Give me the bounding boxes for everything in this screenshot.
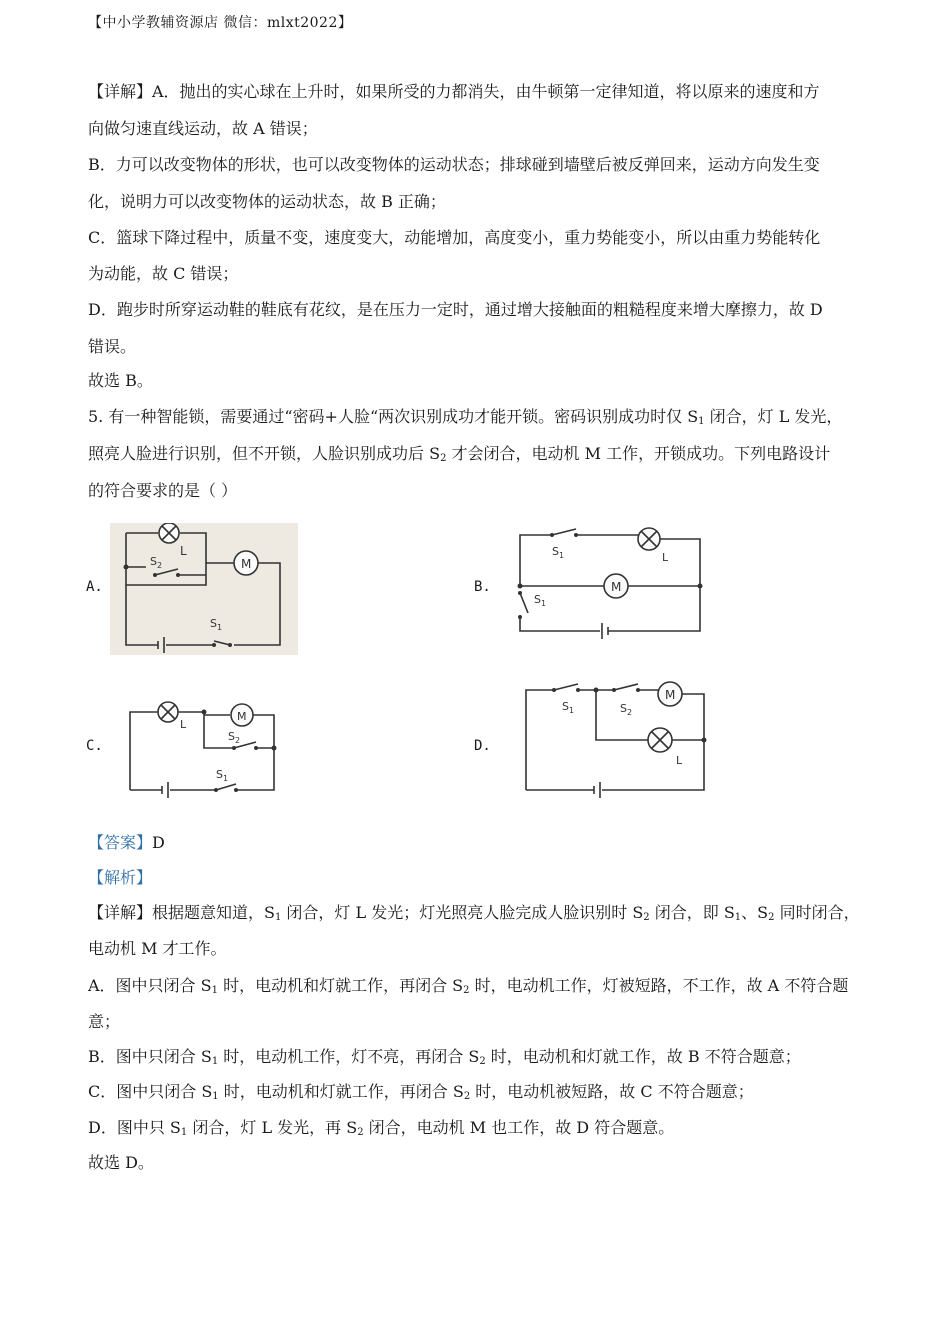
detail-line: 错误。 (88, 337, 137, 356)
switch-s2-label: $S_2$ (150, 555, 163, 570)
detail-line: 电动机 M 才工作。 (88, 939, 227, 958)
detail-line: A．图中只闭合 $S_1$ 时，电动机和灯就工作，再闭合 $S_2$ 时，电动机工作，灯被短路，不工作，故 A 不符合题 (88, 976, 849, 996)
lamp-label: L (180, 544, 187, 558)
option-a-label[interactable]: A. (86, 579, 103, 595)
detail-line: 意； (88, 1012, 121, 1031)
question-line: 5. 有一种智能锁，需要通过“密码+人脸“两次识别成功才能开锁。密码识别成功时仅 $S_1$ 闭合，灯 L 发光， (88, 407, 843, 427)
detail-line: B．图中只闭合 $S_1$ 时，电动机工作，灯不亮，再闭合 $S_2$ 时，电动机和灯就工作，故 B 不符合题意； (88, 1047, 801, 1067)
circuit-diagram-a[interactable] (110, 523, 298, 655)
answer-value: D (152, 833, 165, 852)
option-b-label[interactable]: B. (474, 579, 491, 595)
motor-label: M (241, 557, 252, 571)
option-d-label[interactable]: D. (474, 738, 491, 754)
detail-line: 化，说明力可以改变物体的运动状态，故 B 正确； (88, 192, 446, 211)
detail-line: D．跑步时所穿运动鞋的鞋底有花纹，是在压力一定时，通过增大接触面的粗糙程度来增大摩擦力，故 D (88, 300, 823, 319)
lamp-label: L (676, 754, 683, 767)
circuit-diagram-d[interactable] (518, 680, 714, 802)
motor-label: M (237, 710, 247, 723)
detail-line: 向做匀速直线运动，故 A 错误； (88, 119, 318, 138)
circuit-diagram-b[interactable] (508, 523, 708, 655)
motor-label: M (665, 688, 676, 702)
switch-s2-label: $S_2$ (620, 702, 633, 717)
detail-line: B．力可以改变物体的形状，也可以改变物体的运动状态；排球碰到墙壁后被反弹回来，运动方向发生变 (88, 155, 820, 174)
circuit-diagram-c[interactable] (124, 698, 284, 798)
detail-line: C．篮球下降过程中，质量不变，速度变大，动能增加，高度变小，重力势能变小，所以由重力势能转化 (88, 228, 821, 247)
switch-s1-label: $S_1$ (210, 617, 223, 632)
analysis-label: 【解析】 (88, 868, 153, 887)
answer-label: 【答案】 (88, 833, 153, 852)
lamp-label: L (180, 718, 187, 731)
motor-label: M (611, 580, 622, 594)
switch-s2-label: $S_1$ (534, 593, 547, 608)
page-header: 【中小学教辅资源店 微信：mlxt2022】 (88, 15, 353, 31)
question-line: 的符合要求的是（ ） (88, 481, 238, 500)
switch-s1-label: $S_1$ (552, 545, 565, 560)
detail-line: 【详解】根据题意知道，$S_1$ 闭合，灯 L 发光；灯光照亮人脸完成人脸识别时 $S_2$ 闭合，即 $S_1$、$S_2$ 同时闭合， (88, 903, 860, 923)
lamp-label: L (662, 551, 669, 564)
detail-line: 为动能，故 C 错误； (88, 264, 239, 283)
detail-line: C．图中只闭合 $S_1$ 时，电动机和灯就工作，再闭合 $S_2$ 时，电动机被短路，故 C 不符合题意； (88, 1082, 754, 1102)
switch-s2-label: $S_2$ (228, 730, 241, 745)
choice-line: 故选 D。 (88, 1153, 154, 1172)
switch-s1-label: $S_1$ (216, 768, 229, 783)
switch-s1-label: $S_1$ (562, 700, 575, 715)
detail-line: 【详解】A．抛出的实心球在上升时，如果所受的力都消失，由牛顿第一定律知道，将以原来的速度和方 (88, 82, 820, 101)
question-line: 照亮人脸进行识别，但不开锁，人脸识别成功后 $S_2$ 才会闭合，电动机 M 工作，开锁成功。下列电路设计 (88, 444, 831, 464)
choice-line: 故选 B。 (88, 371, 153, 390)
detail-line: D．图中只 $S_1$ 闭合，灯 L 发光，再 $S_2$ 闭合，电动机 M 也工作，故 D 符合题意。 (88, 1118, 675, 1138)
answer-line (88, 833, 868, 853)
option-c-label[interactable]: C. (86, 738, 103, 754)
